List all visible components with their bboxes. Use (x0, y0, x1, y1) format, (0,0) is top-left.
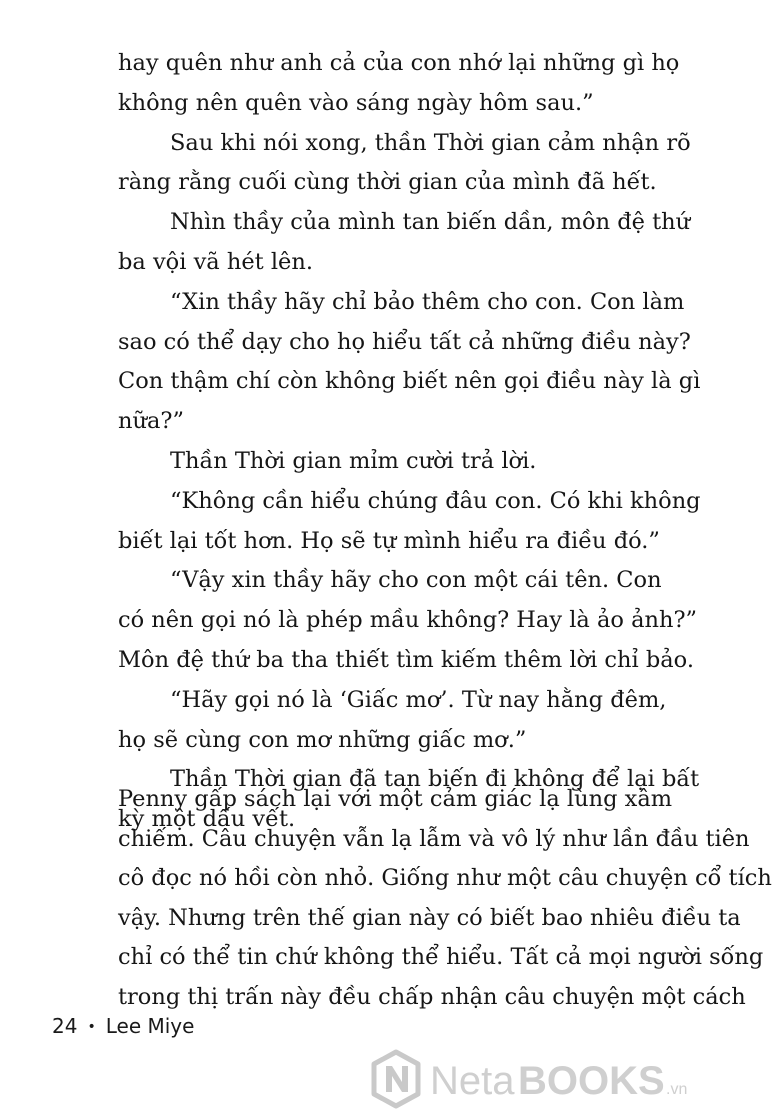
text-line: có nên gọi nó là phép mầu không? Hay là ảo ảnh?” (118, 607, 698, 634)
text-line: Penny gấp sách lại với một cảm giác lạ lùng xâm (118, 786, 673, 812)
text-line: họ sẽ cùng con mơ những giấc mơ.” (118, 726, 527, 753)
text-line: chiếm. Câu chuyện vẫn lạ lẫm và vô lý như lần đầu tiên (118, 825, 750, 852)
netabooks-watermark (368, 1048, 694, 1110)
text-line: chỉ có thể tin chứ không thể hiểu. Tất cả mọi người sống (118, 944, 764, 970)
text-line: kỳ một dấu vết. (118, 806, 296, 833)
text-line: nữa?” (118, 408, 184, 435)
text-line: biết lại tốt hơn. Họ sẽ tự mình hiểu ra điều đó.” (118, 527, 660, 554)
narrative-passage-penny (118, 780, 772, 1017)
page-footer (52, 1012, 194, 1040)
text-line: “Xin thầy hãy chỉ bảo thêm cho con. Con làm (170, 288, 685, 315)
text-line: “Vậy xin thầy hãy cho con một cái tên. Con (170, 567, 662, 594)
text-line: hay quên như anh cả của con nhớ lại những gì họ (118, 50, 680, 76)
text-line: Môn đệ thứ ba tha thiết tìm kiếm thêm lời chỉ bảo. (118, 646, 694, 673)
text-line: Thần Thời gian đã tan biến đi không để lại bất (170, 766, 700, 793)
watermark-logo-icon (368, 1048, 694, 1110)
text-line: không nên quên vào sáng ngày hôm sau.” (118, 89, 594, 116)
text-line: Sau khi nói xong, thần Thời gian cảm nhận rõ (170, 129, 691, 156)
text-line: Thần Thời gian mỉm cười trả lời. (170, 447, 537, 474)
text-line: “Hãy gọi nó là ‘Giấc mơ’. Từ nay hằng đêm, (170, 686, 667, 713)
footer-bullet: • (87, 1019, 96, 1035)
text-line: “Không cần hiểu chúng đâu con. Có khi không (170, 487, 701, 514)
text-line: Nhìn thầy của mình tan biến dần, môn đệ thứ (170, 209, 691, 236)
text-line: vậy. Nhưng trên thế gian này có biết bao nhiêu điều ta (118, 904, 741, 931)
svg-text:.vn: .vn (666, 1081, 688, 1098)
text-line: ràng rằng cuối cùng thời gian của mình đã hết. (118, 169, 657, 196)
text-line: trong thị trấn này đều chấp nhận câu chuyện một cách (118, 983, 746, 1010)
svg-text:Neta: Neta (430, 1059, 515, 1103)
text-line: cô đọc nó hồi còn nhỏ. Giống như một câu chuyện cổ tích (118, 865, 772, 891)
text-line: Con thậm chí còn không biết nên gọi điều này là gì (118, 368, 701, 395)
text-line: ba vội vã hét lên. (118, 248, 314, 275)
svg-text:BOOKS: BOOKS (518, 1059, 665, 1103)
text-line: sao có thể dạy cho họ hiểu tất cả những điều này? (118, 328, 691, 355)
page-number: 24 (52, 1014, 78, 1038)
author-name: Lee Miye (105, 1014, 195, 1038)
